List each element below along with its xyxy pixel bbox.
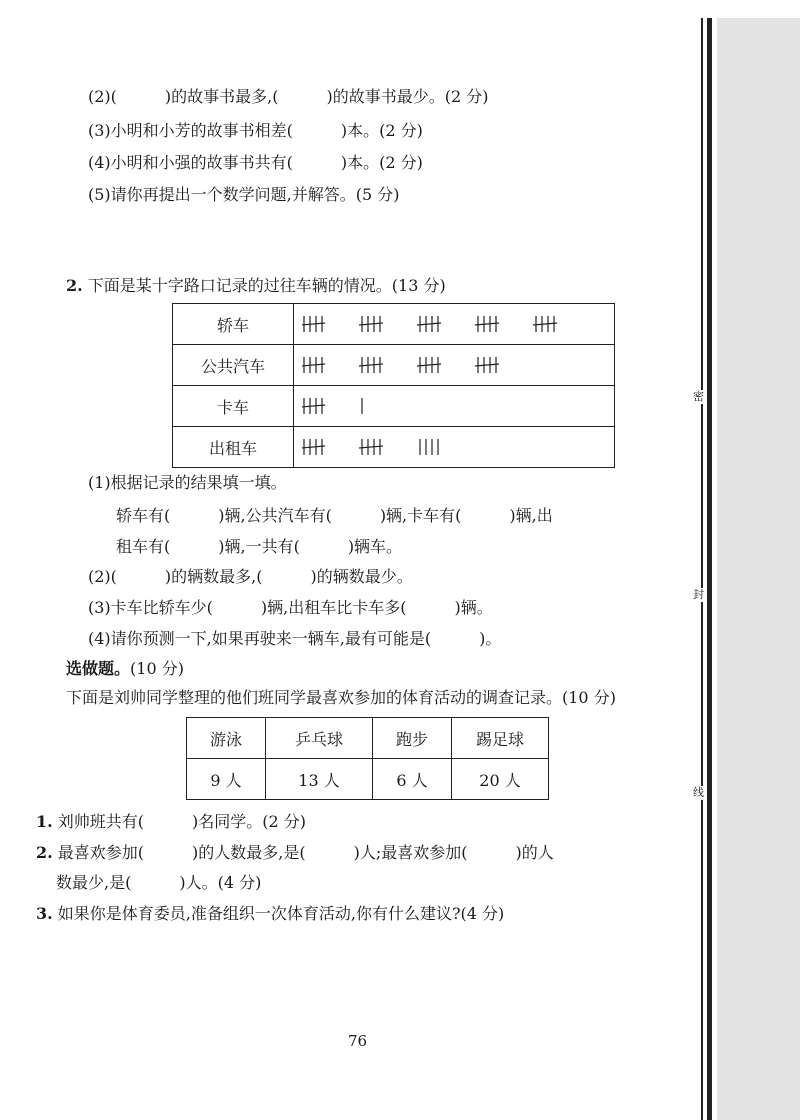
binding-gutter: [717, 18, 800, 1120]
survey-table: [186, 717, 549, 800]
q2-sub1-title: (1)根据记录的结果填一填。: [88, 473, 287, 492]
optional-q2-number: 2.: [36, 843, 53, 862]
tally-row: [173, 304, 615, 345]
tally-graphic: [302, 312, 602, 336]
q2-number: 2.: [66, 276, 83, 295]
optional-heading: [66, 658, 184, 680]
tally-graphic: [302, 353, 602, 377]
question-line-5: (5)请你再提出一个数学问题,并解答。(5 分): [88, 185, 400, 204]
optional-title: 选做题。: [66, 659, 131, 678]
survey-value-cell: 6 人: [373, 759, 452, 800]
question-line-3: (3)小明和小芳的故事书相差( )本。(2 分): [88, 121, 423, 140]
optional-q2: [36, 842, 554, 864]
tally-marks: [294, 345, 615, 386]
tally-graphic: [302, 435, 602, 459]
tally-cross-stroke: [359, 323, 383, 325]
tally-group: [302, 357, 325, 373]
tally-label: 出租车: [173, 427, 294, 468]
tally-marks: [294, 304, 615, 345]
tally-cross-stroke: [359, 446, 383, 448]
optional-score: (10 分): [130, 659, 184, 678]
binding-mark-mi: 密: [693, 390, 704, 403]
binding-mark-xian: 线: [693, 786, 704, 799]
q2-sub1-line1: 轿车有( )辆,公共汽车有( )辆,卡车有( )辆,出: [116, 506, 553, 525]
optional-intro: 下面是刘帅同学整理的他们班同学最喜欢参加的体育活动的调查记录。(10 分): [66, 688, 616, 707]
tally-group: [475, 316, 499, 332]
survey-value-cell: 9 人: [187, 759, 266, 800]
tally-row: [173, 427, 615, 468]
tally-group: [359, 439, 383, 455]
tally-group: [302, 398, 325, 414]
survey-value-row: [187, 759, 549, 800]
survey-header-cell: 踢足球: [452, 718, 549, 759]
optional-q1-number: 1.: [36, 812, 53, 831]
tally-cross-stroke: [359, 364, 383, 366]
tally-label: 轿车: [173, 304, 294, 345]
question-line-2: (2)( )的故事书最多,( )的故事书最少。(2 分): [88, 87, 489, 106]
optional-q3: [36, 903, 504, 925]
tally-group: [417, 357, 441, 373]
binding-line-thick: [707, 18, 712, 1120]
survey-value-cell: 20 人: [452, 759, 549, 800]
binding-mark-feng: 封: [693, 588, 704, 601]
q2-heading: [66, 275, 446, 297]
tally-marks: [294, 386, 615, 427]
q2-sub3: (3)卡车比轿车少( )辆,出租车比卡车多( )辆。: [88, 598, 493, 617]
survey-header-cell: 游泳: [187, 718, 266, 759]
q2-sub1-line2: 租车有( )辆,一共有( )辆车。: [116, 537, 403, 556]
tally-group: [302, 316, 325, 332]
tally-label: 公共汽车: [173, 345, 294, 386]
optional-q3-number: 3.: [36, 904, 53, 923]
tally-group: [475, 357, 499, 373]
binding-line-outer: [701, 18, 703, 1120]
optional-q1-text: 刘帅班共有( )名同学。(2 分): [57, 812, 307, 831]
survey-header-cell: 跑步: [373, 718, 452, 759]
tally-table: [172, 303, 615, 468]
tally-row: [173, 386, 615, 427]
q2-sub4: (4)请你预测一下,如果再驶来一辆车,最有可能是( )。: [88, 629, 502, 648]
tally-graphic: [302, 394, 602, 418]
tally-group: [302, 439, 325, 455]
tally-label: 卡车: [173, 386, 294, 427]
optional-q1: [36, 811, 306, 833]
tally-group: [533, 316, 557, 332]
survey-value-cell: 13 人: [266, 759, 373, 800]
optional-q2-cont: 数最少,是( )人。(4 分): [56, 873, 262, 892]
optional-q2-text: 最喜欢参加( )的人数最多,是( )人;最喜欢参加( )的人: [57, 843, 554, 862]
survey-header-cell: 乒乓球: [266, 718, 373, 759]
question-line-4: (4)小明和小强的故事书共有( )本。(2 分): [88, 153, 423, 172]
tally-group: [359, 316, 383, 332]
survey-header-row: [187, 718, 549, 759]
tally-group: [420, 439, 438, 455]
page-number: 76: [348, 1032, 368, 1050]
tally-group: [417, 316, 441, 332]
tally-marks: [294, 427, 615, 468]
q2-title: 下面是某十字路口记录的过往车辆的情况。(13 分): [87, 276, 446, 295]
tally-group: [359, 357, 383, 373]
tally-row: [173, 345, 615, 386]
optional-q3-text: 如果你是体育委员,准备组织一次体育活动,你有什么建议?(4 分): [57, 904, 505, 923]
q2-sub2: (2)( )的辆数最多,( )的辆数最少。: [88, 567, 413, 586]
